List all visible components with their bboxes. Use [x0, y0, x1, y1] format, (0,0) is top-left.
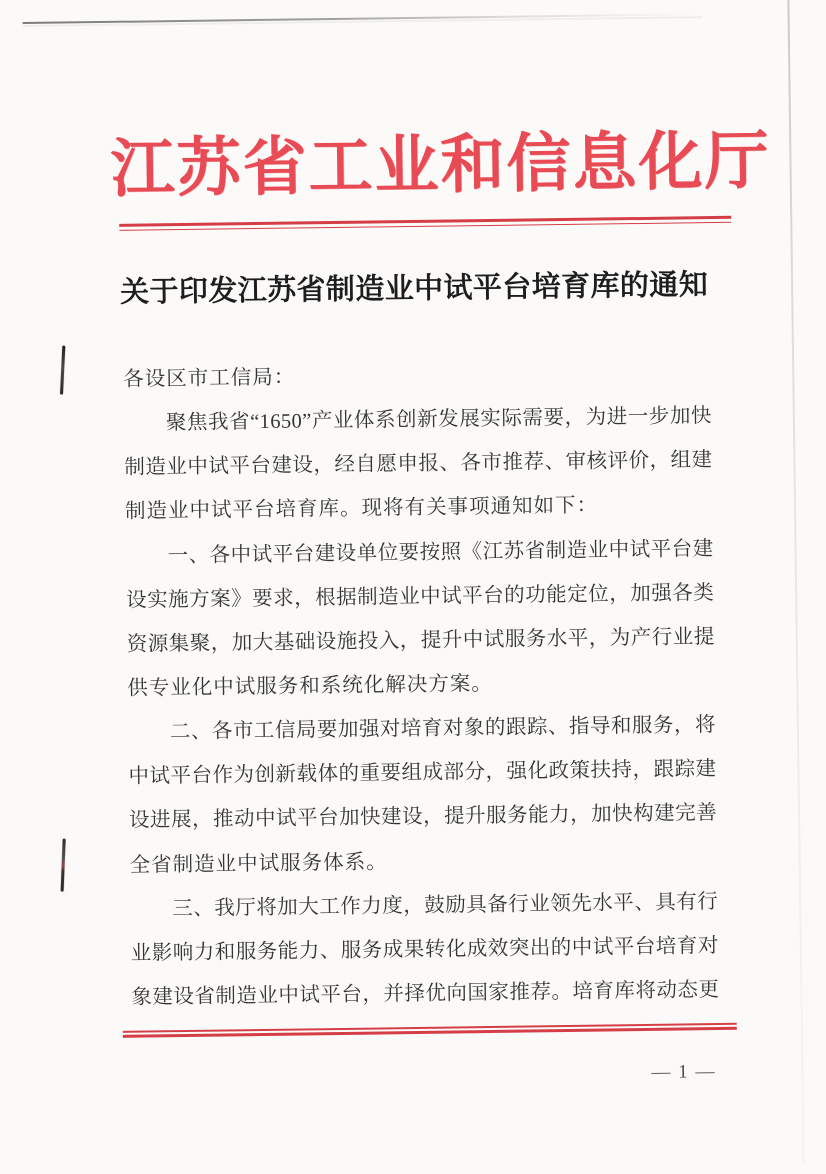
body-line: 设实施方案》要求，根据制造业中试平台的功能定位，加强各类 — [126, 581, 715, 612]
body-line: 各设区市工信局： — [123, 366, 296, 391]
body-line: 中试平台作为创新载体的重要组成部分，强化政策扶持，跟踪建 — [128, 758, 717, 789]
body-line: 设进展，推动中试平台加快建设，提升服务能力，加快构建完善 — [128, 802, 718, 833]
body-line: 供专业化中试服务和系统化解决方案。 — [127, 672, 493, 700]
body-line: 业影响力和服务能力、服务成果转化成效突出的中试平台培育对 — [130, 934, 719, 965]
body-line: 制造业中试平台建设，经自愿申报、各市推荐、审核评价，组建 — [124, 449, 713, 480]
body-line: 一、各中试平台建设单位要按照《江苏省制造业中试平台建 — [167, 537, 714, 567]
document-title: 关于印发江苏省制造业中试平台培育库的通知 — [119, 269, 709, 309]
document-body — [123, 350, 720, 1020]
letterhead-title: 江苏省工业和信息化厅 — [110, 125, 771, 205]
body-line: 资源集聚，加大基础设施投入，提升中试服务水平，为产行业提 — [126, 625, 715, 656]
body-line: 三、我厅将加大工作力度，鼓励具备行业领先水平、具有行 — [172, 890, 719, 920]
red-rule-bottom — [123, 1023, 737, 1038]
red-rule-top — [119, 216, 731, 231]
page-edge-top — [23, 13, 703, 24]
body-line: 聚焦我省“1650”产业体系创新发展实际需要，为进一步加快 — [165, 405, 712, 435]
body-line: 二、各市工信局要加强对培育对象的跟踪、指导和服务，将 — [169, 714, 717, 744]
staple-mark-upper — [60, 346, 65, 395]
page-edge-right — [787, 0, 804, 1164]
page-number: — 1 — — [651, 1061, 717, 1083]
body-line: 制造业中试平台培育库。现将有关事项通知如下： — [124, 494, 599, 524]
body-line: 全省制造业中试服务体系。 — [129, 850, 388, 877]
body-line: 象建设省制造业中试平台，并择优向国家推荐。培育库将动态更 — [131, 978, 720, 1009]
staple-mark-lower — [61, 839, 66, 892]
